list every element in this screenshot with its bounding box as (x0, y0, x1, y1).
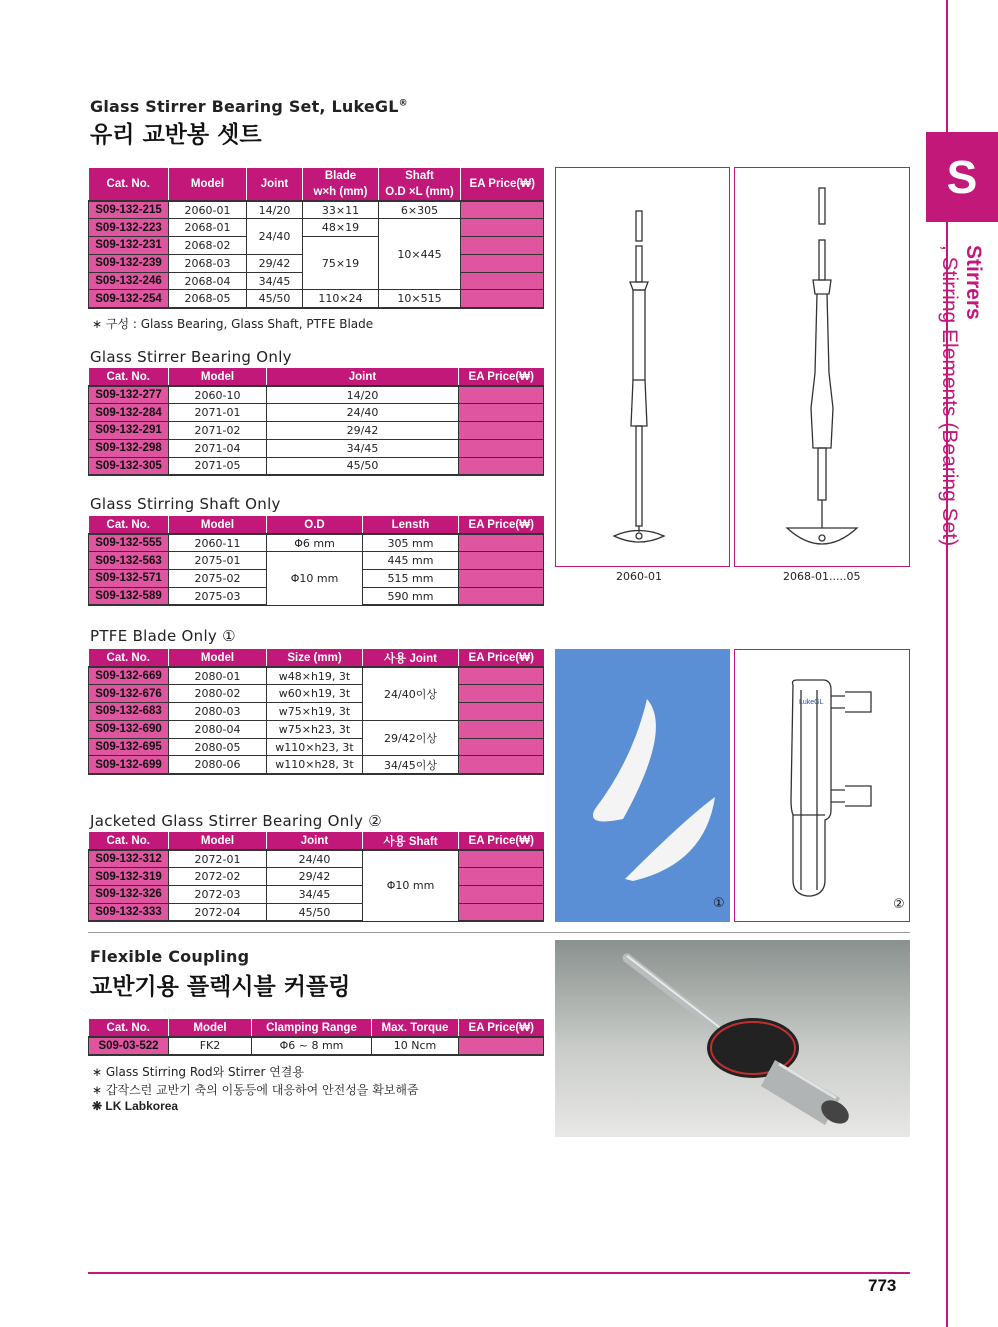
cat-no: S09-132-669 (89, 667, 169, 685)
mark-1: ① (713, 895, 725, 910)
model: 2071-05 (169, 457, 267, 475)
s1-header-shaft (379, 168, 461, 201)
s1-header-blade (303, 168, 379, 201)
joint: 34/45 (267, 886, 363, 904)
table-row (89, 850, 544, 868)
flexible-coupling-photo (555, 940, 910, 1137)
side-section-title (938, 245, 991, 645)
table-row (89, 386, 544, 404)
s3-table (88, 516, 544, 606)
page-number: 773 (868, 1276, 897, 1295)
jacketed-bearing-image (735, 650, 911, 923)
blade: 33×11 (303, 201, 379, 219)
s4-table (88, 649, 544, 775)
model: 2060-10 (169, 386, 267, 404)
cat-no: S09-132-223 (89, 219, 169, 237)
s1-header-shaft-line1: Shaft (405, 170, 434, 182)
s6-note-1: ∗ Glass Stirring Rod와 Stirrer 연결용 (92, 1065, 304, 1079)
price (461, 254, 544, 272)
s5-header-shaft: 사용 Shaft (363, 832, 459, 850)
model: 2060-11 (169, 534, 267, 552)
price (459, 1037, 544, 1055)
model: 2080-04 (169, 720, 267, 738)
table-row (89, 290, 544, 308)
blade: 110×24 (303, 290, 379, 308)
s5-header-model: Model (169, 832, 267, 850)
model: 2068-04 (169, 272, 247, 290)
cat-no: S09-132-690 (89, 720, 169, 738)
price (459, 386, 544, 404)
s1-header-model: Model (169, 168, 247, 201)
side-title-rest: , Stirring Elements (Bearing Set) (938, 245, 961, 547)
table-row (89, 886, 544, 904)
table-row (89, 1037, 544, 1055)
table-row (89, 422, 544, 440)
joint: 45/50 (267, 903, 363, 921)
table-row (89, 534, 544, 552)
s1-header-shaft-line2: O.D ×L (mm) (385, 186, 454, 198)
price (459, 534, 544, 552)
price (459, 404, 544, 422)
s5-table (88, 832, 544, 922)
price (459, 587, 544, 605)
table-row (89, 404, 544, 422)
blade: 48×19 (303, 219, 379, 237)
cat-no: S09-132-695 (89, 738, 169, 756)
size: w110×h28, 3t (267, 756, 363, 774)
price (459, 886, 544, 904)
s5-title: Jacketed Glass Stirrer Bearing Only ② (90, 812, 383, 830)
table-row (89, 667, 544, 685)
s1-table (88, 168, 544, 309)
s3-header-cat: Cat. No. (89, 516, 169, 534)
table-row (89, 720, 544, 738)
s6-title-ko: 교반기용 플렉시블 커플링 (90, 974, 351, 1000)
joint: 14/20 (247, 201, 303, 219)
joint: 14/20 (267, 386, 459, 404)
size: w75×h23, 3t (267, 720, 363, 738)
price (459, 570, 544, 588)
s1-header-joint: Joint (247, 168, 303, 201)
model: 2080-02 (169, 685, 267, 703)
s1-title-mark: ® (398, 98, 408, 109)
coupling-image (555, 940, 910, 1137)
cat-no: S09-132-231 (89, 237, 169, 255)
s3-header-od: O.D (267, 516, 363, 534)
joint: 29/42 (267, 422, 459, 440)
s6-header-model: Model (169, 1019, 252, 1037)
s2-table (88, 368, 544, 476)
table-row (89, 237, 544, 255)
joint: 24/40 (267, 850, 363, 868)
mark-2: ② (893, 896, 905, 911)
s4-header-joint: 사용 Joint (363, 649, 459, 667)
model: 2075-03 (169, 587, 267, 605)
cat-no: S09-132-305 (89, 457, 169, 475)
model: 2075-02 (169, 570, 267, 588)
s2-header-price: EA Price(₩) (459, 368, 544, 386)
price (459, 422, 544, 440)
s3-header-model: Model (169, 516, 267, 534)
price (459, 720, 544, 738)
cat-no: S09-132-298 (89, 439, 169, 457)
maker-mark-icon: ❋ (92, 1099, 103, 1113)
price (459, 439, 544, 457)
cat-no: S09-132-699 (89, 756, 169, 774)
s6-header-torque: Max. Torque (372, 1019, 459, 1037)
s6-header-cat: Cat. No. (89, 1019, 169, 1037)
model: 2068-02 (169, 237, 247, 255)
model: 2071-02 (169, 422, 267, 440)
cat-no: S09-132-683 (89, 703, 169, 721)
joint: 34/45이상 (363, 756, 459, 774)
section-divider (88, 932, 910, 933)
s2-header-cat: Cat. No. (89, 368, 169, 386)
s5-header-cat: Cat. No. (89, 832, 169, 850)
price (459, 552, 544, 570)
s1-header-blade-line1: Blade (324, 170, 357, 182)
table-row (89, 201, 544, 219)
s4-header-price: EA Price(₩) (459, 649, 544, 667)
caption-2068: 2068-01.....05 (783, 570, 861, 583)
s3-header-length: Lensth (363, 516, 459, 534)
s6-maker (92, 1099, 178, 1113)
cat-no: S09-132-246 (89, 272, 169, 290)
price (461, 290, 544, 308)
s3-header-price: EA Price(₩) (459, 516, 544, 534)
model: 2068-01 (169, 219, 247, 237)
cat-no: S09-132-676 (89, 685, 169, 703)
s5-header-joint: Joint (267, 832, 363, 850)
table-row (89, 219, 544, 237)
joint: 24/40이상 (363, 667, 459, 720)
s6-title-en: Flexible Coupling (90, 947, 250, 966)
stirrer-2068-drawing (735, 168, 911, 568)
s2-header-model: Model (169, 368, 267, 386)
s5-header-price: EA Price(₩) (459, 832, 544, 850)
length: 515 mm (363, 570, 459, 588)
price (461, 272, 544, 290)
table-row (89, 552, 544, 570)
ptfe-blade-image (555, 649, 730, 922)
price (459, 903, 544, 921)
table-row (89, 868, 544, 886)
s6-note-2: ∗ 갑작스런 교반기 축의 이동등에 대응하여 안전성을 확보해줌 (92, 1083, 419, 1097)
drawing-2060-01 (555, 167, 730, 567)
drawing-2068 (734, 167, 910, 567)
model: 2072-03 (169, 886, 267, 904)
cat-no: S09-132-277 (89, 386, 169, 404)
s6-header-range: Clamping Range (252, 1019, 372, 1037)
stirrer-2060-drawing (556, 168, 731, 568)
s1-title-ko: 유리 교반봉 셋트 (90, 122, 262, 148)
ptfe-blade-photo (555, 649, 730, 922)
od: Φ6 mm (267, 534, 363, 552)
side-title-bold: Stirrers (962, 245, 985, 320)
cat-no: S09-132-589 (89, 587, 169, 605)
model: 2072-04 (169, 903, 267, 921)
shaft: 10×445 (379, 219, 461, 290)
s4-title: PTFE Blade Only ① (90, 627, 236, 645)
price (459, 850, 544, 868)
model: FK2 (169, 1037, 252, 1055)
length: 305 mm (363, 534, 459, 552)
s1-title-en-text: Glass Stirrer Bearing Set, LukeGL (90, 97, 399, 116)
size: w110×h23, 3t (267, 738, 363, 756)
s1-header-cat: Cat. No. (89, 168, 169, 201)
cat-no: S09-132-291 (89, 422, 169, 440)
s6-header-price: EA Price(₩) (459, 1019, 544, 1037)
price (459, 667, 544, 685)
table-row (89, 756, 544, 774)
cat-no: S09-132-254 (89, 290, 169, 308)
s4-header-model: Model (169, 649, 267, 667)
joint: 24/40 (267, 404, 459, 422)
price (461, 237, 544, 255)
s2-title: Glass Stirrer Bearing Only (90, 348, 292, 366)
s1-header-blade-line2: w×h (mm) (313, 186, 368, 198)
model: 2080-05 (169, 738, 267, 756)
caption-2060-01: 2060-01 (616, 570, 662, 583)
model: 2072-01 (169, 850, 267, 868)
model: 2071-01 (169, 404, 267, 422)
cat-no: S09-132-326 (89, 886, 169, 904)
table-row (89, 738, 544, 756)
table-row (89, 903, 544, 921)
max-torque: 10 Ncm (372, 1037, 459, 1055)
size: w48×h19, 3t (267, 667, 363, 685)
shaft: 10×515 (379, 290, 461, 308)
price (461, 201, 544, 219)
model: 2072-02 (169, 868, 267, 886)
blade: 75×19 (303, 237, 379, 290)
cat-no: S09-132-319 (89, 868, 169, 886)
s1-title-en (90, 97, 408, 116)
size: w60×h19, 3t (267, 685, 363, 703)
size: w75×h19, 3t (267, 703, 363, 721)
s1-note: ∗ 구성 : Glass Bearing, Glass Shaft, PTFE Blade (92, 317, 374, 331)
model: 2071-04 (169, 439, 267, 457)
od: Φ10 mm (267, 552, 363, 605)
price (461, 219, 544, 237)
table-row (89, 439, 544, 457)
table-row (89, 457, 544, 475)
price (459, 685, 544, 703)
s2-header-joint: Joint (267, 368, 459, 386)
shaft: Φ10 mm (363, 850, 459, 921)
cat-no: S09-132-555 (89, 534, 169, 552)
joint: 45/50 (267, 457, 459, 475)
cat-no: S09-132-312 (89, 850, 169, 868)
shaft: 6×305 (379, 201, 461, 219)
model: 2080-03 (169, 703, 267, 721)
price (459, 738, 544, 756)
s3-title: Glass Stirring Shaft Only (90, 495, 281, 513)
cat-no: S09-03-522 (89, 1037, 169, 1055)
joint: 29/42이상 (363, 720, 459, 756)
jacket-logo-text: LukeGL (799, 699, 824, 706)
model: 2068-05 (169, 290, 247, 308)
joint: 29/42 (247, 254, 303, 272)
jacketed-bearing-drawing (734, 649, 910, 922)
s4-header-size: Size (mm) (267, 649, 363, 667)
model: 2060-01 (169, 201, 247, 219)
length: 590 mm (363, 587, 459, 605)
joint: 29/42 (267, 868, 363, 886)
s6-table (88, 1019, 544, 1056)
price (459, 756, 544, 774)
joint: 24/40 (247, 219, 303, 255)
cat-no: S09-132-284 (89, 404, 169, 422)
clamping-range: Φ6 ~ 8 mm (252, 1037, 372, 1055)
model: 2080-06 (169, 756, 267, 774)
s1-header-price: EA Price(₩) (461, 168, 544, 201)
cat-no: S09-132-333 (89, 903, 169, 921)
cat-no: S09-132-571 (89, 570, 169, 588)
table-row (89, 685, 544, 703)
table-row (89, 703, 544, 721)
price (459, 457, 544, 475)
price (459, 868, 544, 886)
length: 445 mm (363, 552, 459, 570)
cat-no: S09-132-215 (89, 201, 169, 219)
model: 2068-03 (169, 254, 247, 272)
cat-no: S09-132-563 (89, 552, 169, 570)
price (459, 703, 544, 721)
s4-header-cat: Cat. No. (89, 649, 169, 667)
footer-line (88, 1272, 910, 1274)
maker-name: LK Labkorea (105, 1099, 179, 1113)
joint: 34/45 (267, 439, 459, 457)
section-letter-tab: S (926, 132, 998, 222)
model: 2075-01 (169, 552, 267, 570)
joint: 34/45 (247, 272, 303, 290)
joint: 45/50 (247, 290, 303, 308)
cat-no: S09-132-239 (89, 254, 169, 272)
model: 2080-01 (169, 667, 267, 685)
